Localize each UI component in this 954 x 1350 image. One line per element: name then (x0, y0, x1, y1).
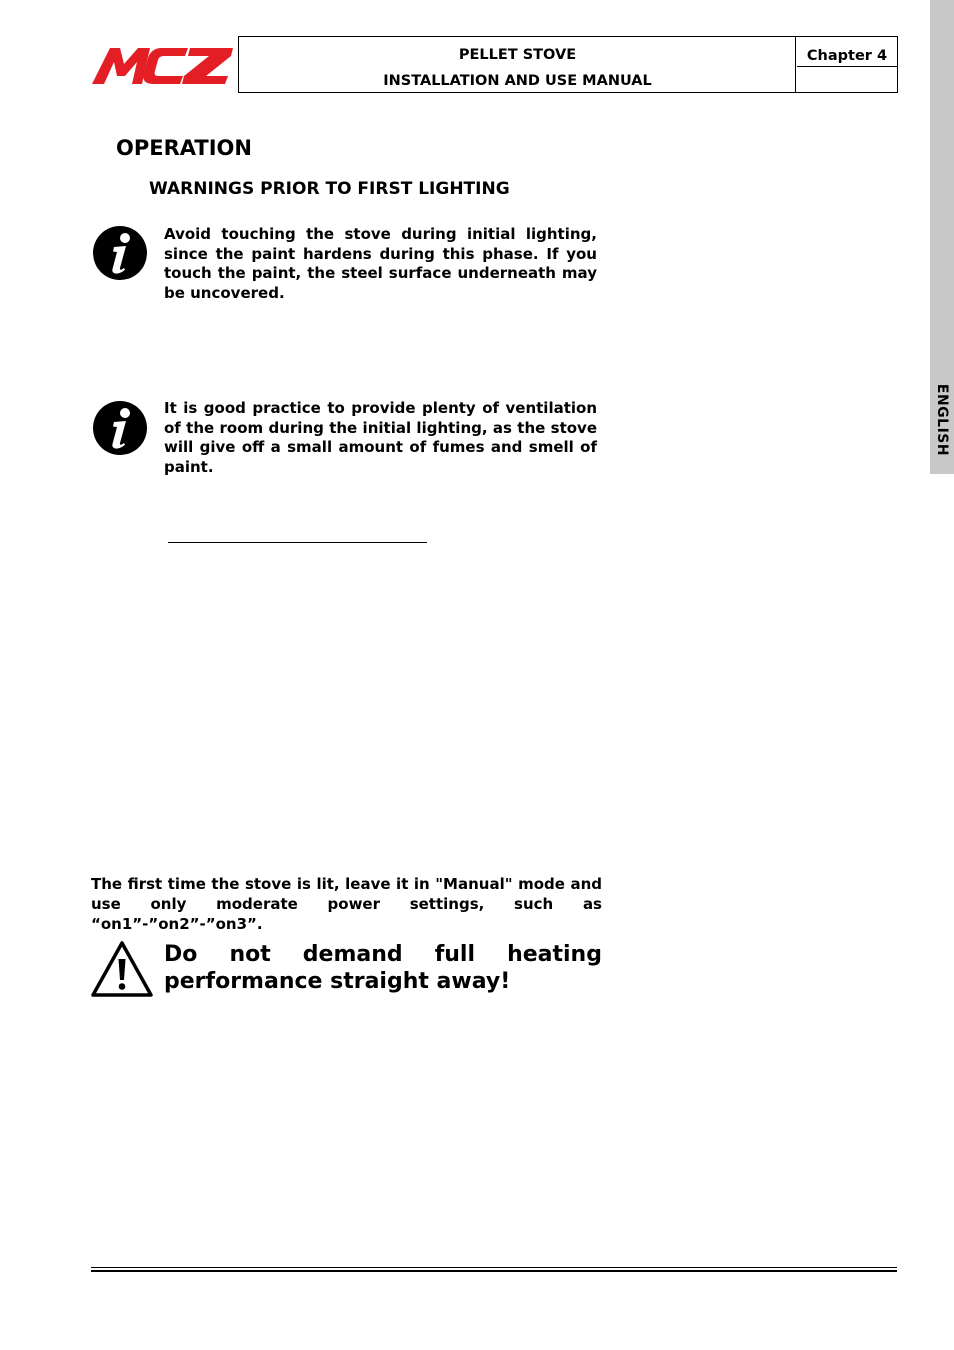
note-paint-warning: Avoid touching the stove during initial lighting, since the paint hardens during this phase. If you touch the paint, the steel surface underneath may be uncovered. (164, 225, 597, 302)
header-title-cell (239, 37, 796, 92)
language-label: ENGLISH (934, 383, 950, 457)
footer-rule (91, 1267, 897, 1268)
section-subtitle: WARNINGS PRIOR TO FIRST LIGHTING (149, 179, 510, 199)
warning-triangle-icon (90, 940, 154, 998)
note-ventilation: It is good practice to provide plenty of ventilation of the room during the initial lighting, as the stove will give off a small amount of fumes and smell of paint. (164, 399, 597, 476)
warning-word: heating (507, 942, 602, 967)
info-icon (92, 225, 148, 281)
divider-line (168, 542, 427, 543)
warning-word: Do (164, 942, 198, 967)
header-chapter: Chapter 4 (797, 37, 897, 67)
warning-word: full (434, 942, 476, 967)
warning-line-1 (164, 941, 602, 968)
first-lighting-paragraph: The first time the stove is lit, leave it in "Manual" mode and use only moderate power settings, such as “on1”-”on2”-”on3”. (91, 875, 602, 933)
language-tab-label (930, 378, 954, 462)
warning-message (164, 941, 602, 995)
mcz-logo-graphic (92, 44, 234, 86)
info-icon (92, 400, 148, 456)
warning-word: demand (302, 942, 403, 967)
warning-word: not (229, 942, 271, 967)
section-title: OPERATION (116, 136, 252, 160)
mcz-logo (92, 44, 234, 86)
header-product: PELLET STOVE (458, 47, 577, 63)
header-box (238, 36, 898, 93)
footer-rule-thick (91, 1270, 897, 1272)
warning-line-2: performance straight away! (164, 969, 511, 994)
header-manual-title: INSTALLATION AND USE MANUAL (383, 73, 652, 89)
